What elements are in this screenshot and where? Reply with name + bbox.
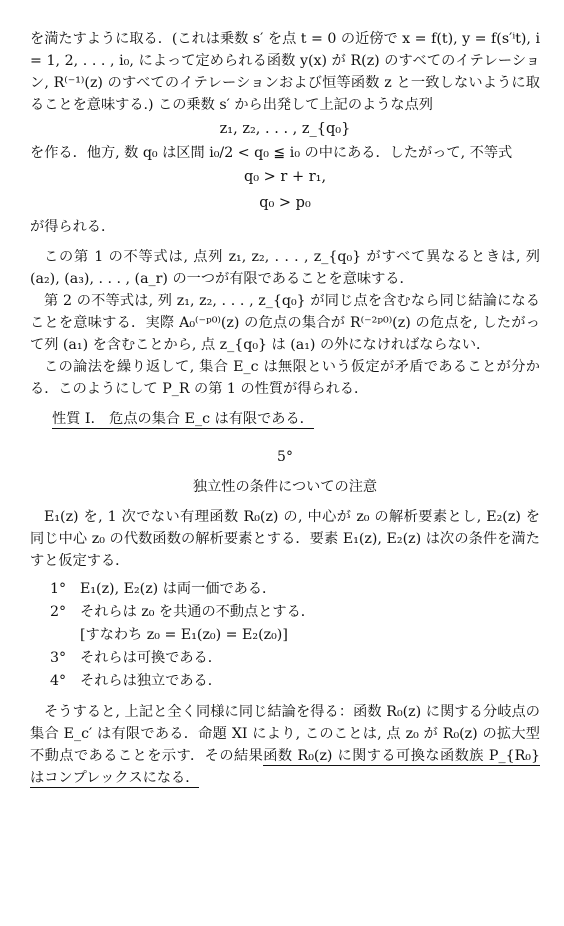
property-statement (52, 408, 540, 430)
equation-inequality-1: q₀ > r + r₁, (243, 169, 327, 185)
section-title: 独立性の条件についての注意 (192, 479, 378, 495)
condition-item (50, 578, 540, 601)
condition-number: 1° (50, 581, 67, 597)
paragraph-7: E₁(z) を, 1 次でない有理函数 R₀(z) の, 中心が z₀ の解析要素とし, E₂(z) を同じ中心 z₀ の代数函数の解析要素とする．要素 E₁(z), E₂(z) は次の条件を満たすと仮定する． (30, 509, 540, 569)
paragraph-8-underlined: 函数 R₀(z) に関する可換な函数族 P_{R₀} はコンプレックスになる． (30, 748, 540, 786)
condition-text: E₁(z), E₂(z) は両一価である． (80, 581, 277, 597)
paragraph-8 (30, 701, 540, 789)
condition-item (50, 624, 540, 647)
condition-text: それらは独立である． (80, 673, 222, 689)
condition-number: 3° (50, 650, 67, 666)
condition-text: それらは z₀ を共通の不動点とする． (80, 604, 315, 620)
paragraph-8-text: そうすると, 上記と全く同様に同じ結論を得る：函数 R₀(z) に関する分岐点の集合 E_c′ は有限である．命題 XI により, このことは, 点 z₀ が R₀(z) の拡大型不動点であることを示す．その結果 (30, 704, 540, 764)
paragraph-3: が得られる． (30, 219, 116, 235)
paragraph-2: を作る．他方, 数 q₀ は区間 i₀/2 < q₀ ≦ i₀ の中にある．したがって, 不等式 (30, 145, 513, 161)
condition-number: 2° (50, 604, 67, 620)
condition-item (50, 670, 540, 693)
condition-item (50, 601, 540, 624)
equation-inequality-2: q₀ > p₀ (259, 195, 311, 211)
condition-text: [すなわち z₀ = E₁(z₀) = E₂(z₀)] (80, 627, 288, 643)
paragraph-1: を満たすように取る．(これは乗数 s′ を点 t = 0 の近傍で x = f(t), y = f(s′ⁱt), i = 1, 2, . . . , i₀, によって定められる函数 y(x) が R(z) のすべてのイテレーション, R⁽⁻¹⁾(z) のすべてのイテレーションおよび恒等函数 z と一致しないように取ることを意味する.) この乗数 s′ から出発して上記のような点列 (30, 31, 540, 113)
property-text: 性質 I. 危点の集合 E_c は有限である． (52, 411, 314, 427)
section-number: 5° (277, 449, 293, 465)
paragraph-6: この論法を繰り返して, 集合 E_c は無限という仮定が矛盾であることが分かる．このようにして P_R の第 1 の性質が得られる． (30, 359, 540, 397)
equation-point-sequence: z₁, z₂, . . . , z_{q₀} (219, 121, 351, 137)
condition-number (50, 624, 80, 647)
condition-number: 4° (50, 673, 67, 689)
conditions-list (50, 578, 540, 693)
condition-item (50, 647, 540, 670)
paragraph-5: 第 2 の不等式は, 列 z₁, z₂, . . . , z_{q₀} が同じ点を含むなら同じ結論になることを意味する．実際 A₀⁽⁻ᵖ⁰⁾(z) の危点の集合が R⁽⁻²ᵖ⁰⁾(z) の危点を, したがって列 (a₁) を含むことから, 点 z_{q₀} は (a₁) の外になければならない． (30, 293, 540, 353)
paragraph-4: この第 1 の不等式は, 点列 z₁, z₂, . . . , z_{q₀} がすべて異なるときは, 列 (a₂), (a₃), . . . , (a_r) の一つが有限であることを意味する． (30, 249, 540, 287)
condition-text: それらは可換である． (80, 650, 222, 666)
